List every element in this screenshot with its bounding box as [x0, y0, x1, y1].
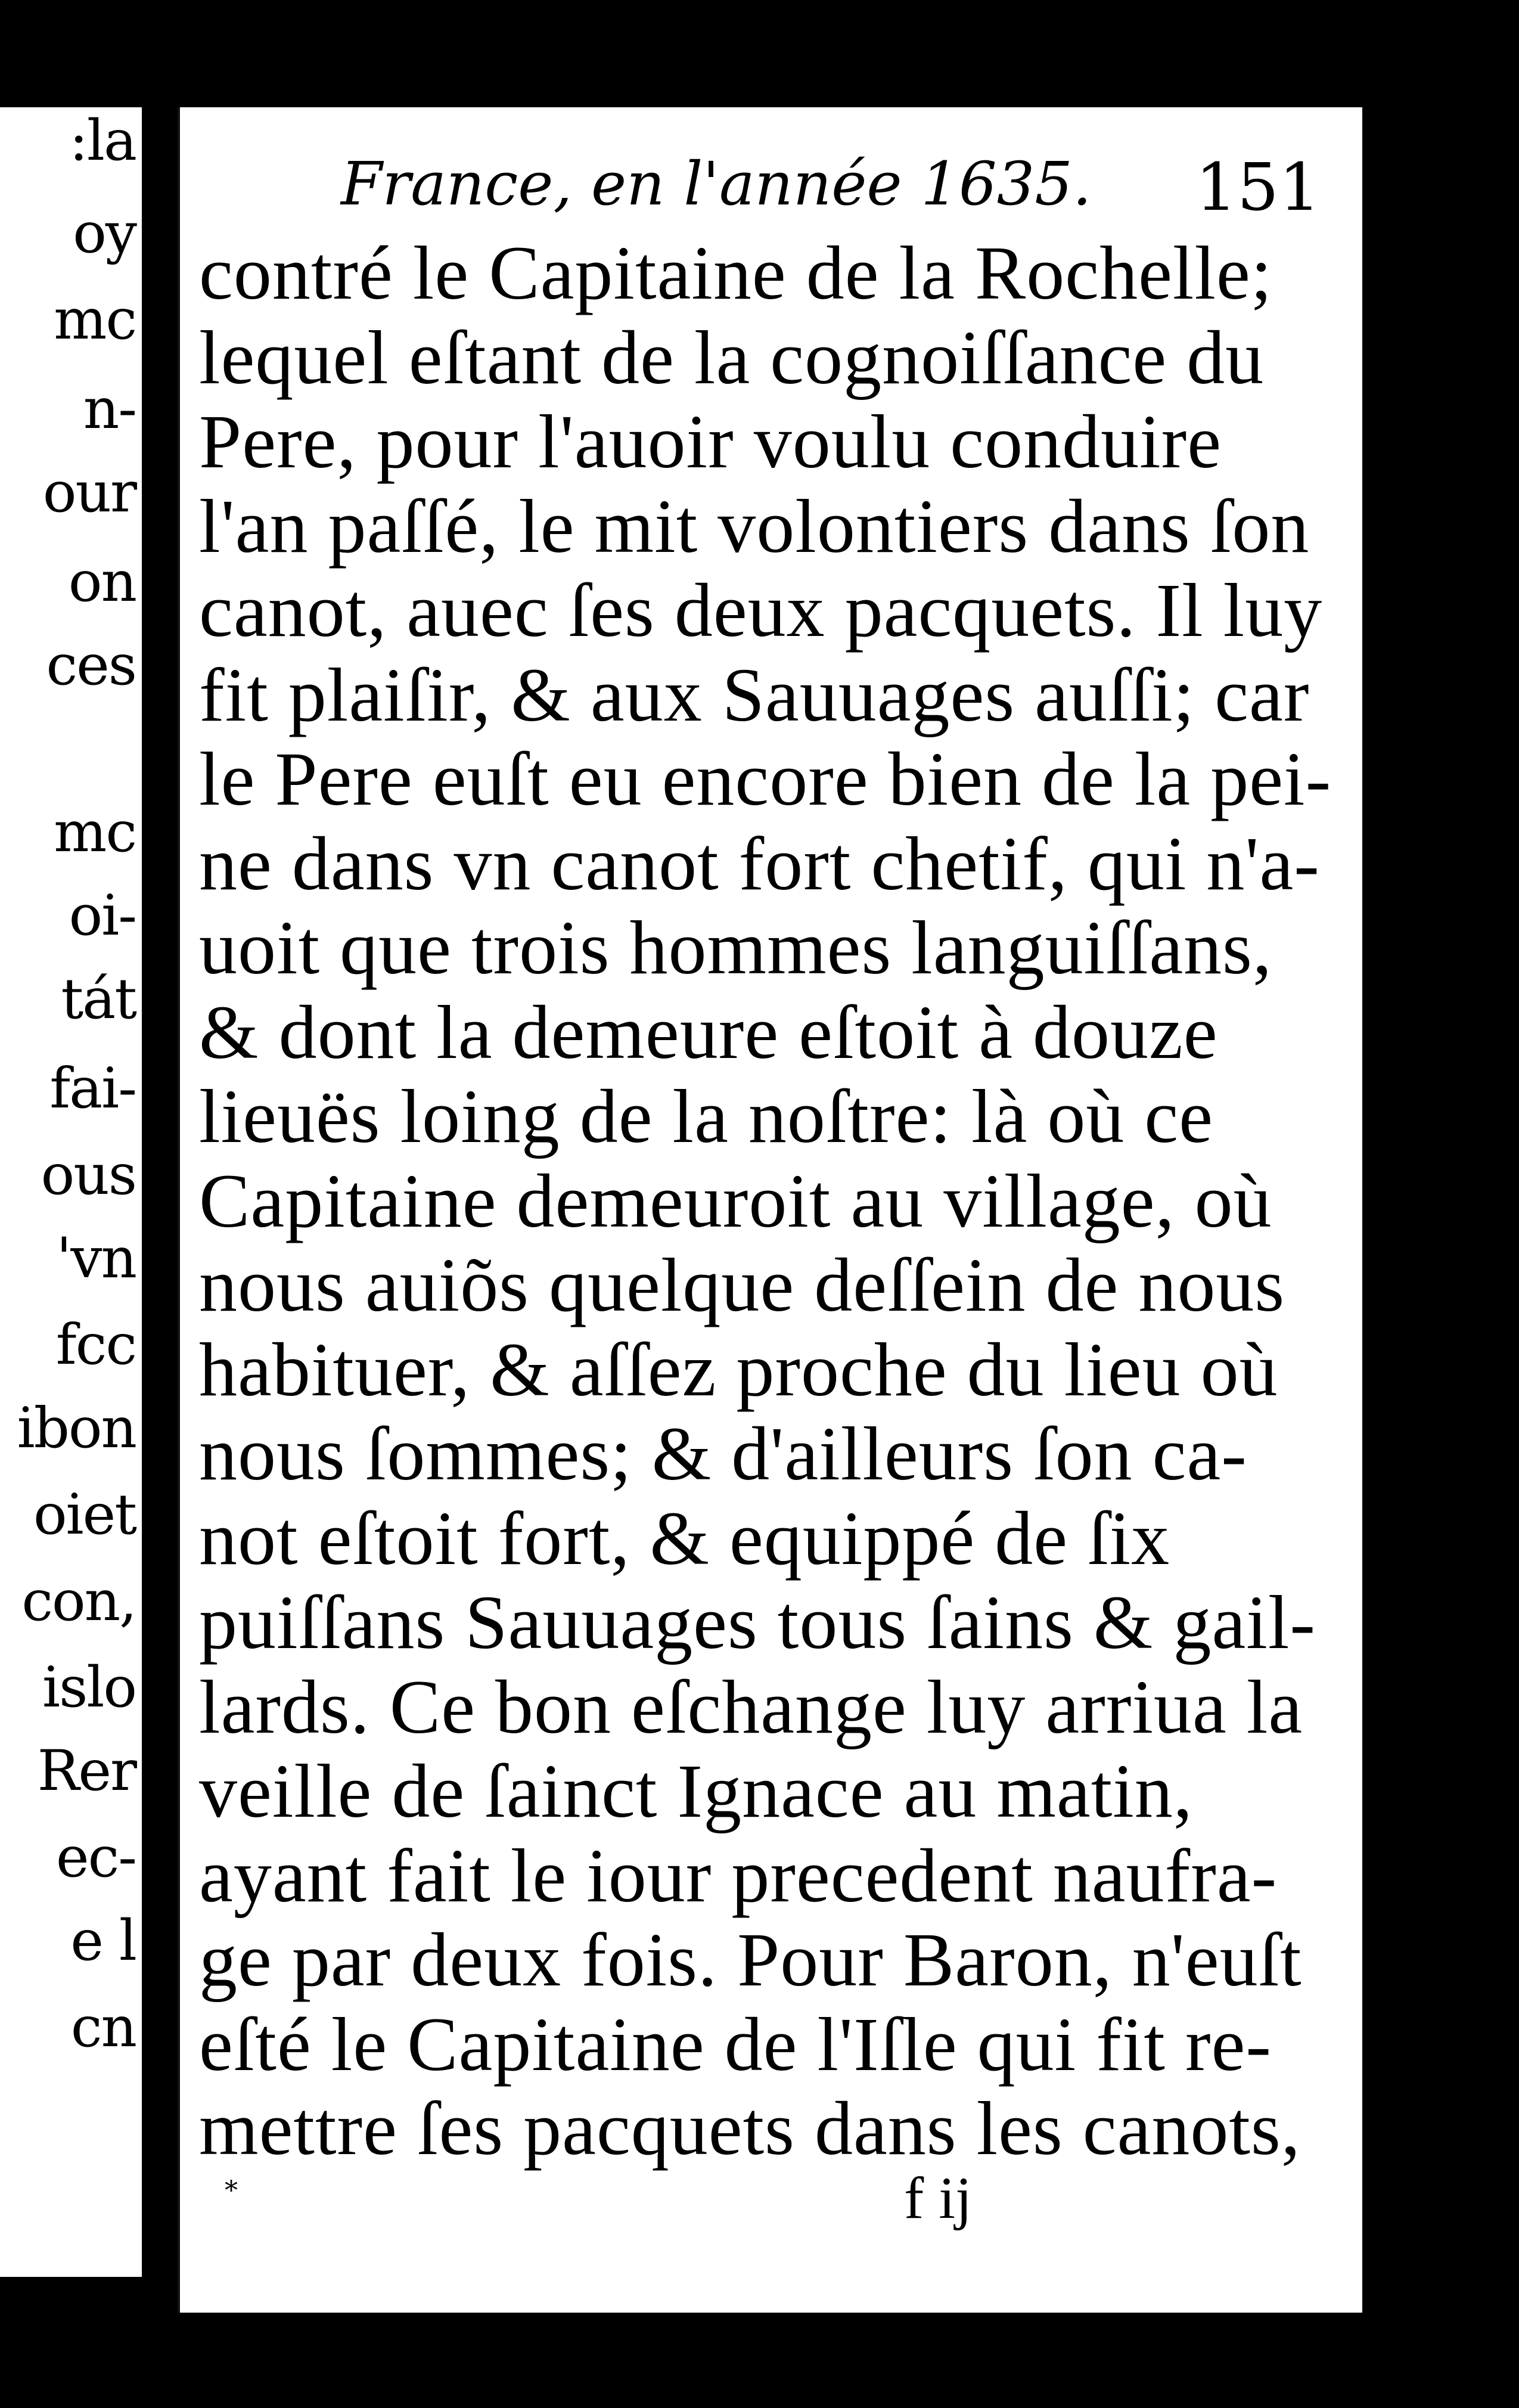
text-line: uoit que trois hommes languiſſans, [199, 905, 1272, 990]
text-line: eſté le Capitaine de l'Iſle qui fit re- [199, 2002, 1272, 2087]
text-line: l'an paſſé, le mit volontiers dans ſon [199, 483, 1310, 569]
facing-page-fragment: ibon [17, 1396, 136, 1461]
facing-page-fragment: ous [41, 1143, 136, 1208]
text-line: fit plaiſir, & aux Sauuages auſſi; car [199, 652, 1310, 737]
facing-page-fragment: con, [21, 1569, 136, 1634]
facing-page-fragment: oiet [33, 1482, 136, 1547]
facing-page-fragment: :la [69, 108, 136, 173]
facing-page-fragment: cn [70, 1995, 136, 2060]
running-head: France, en l'année 1635. [341, 149, 1092, 219]
facing-page-fragment: on [68, 550, 136, 615]
book-page [178, 107, 1362, 2313]
facing-page-fragment: mc [54, 800, 136, 865]
text-line: veille de ſainct Ignace au matin, [199, 1749, 1193, 1833]
text-line: ge par deux fois. Pour Baron, n'euſt [199, 1917, 1302, 2002]
facing-page-fragment: fcc [55, 1312, 136, 1377]
facing-page-fragment: 'vn [56, 1226, 136, 1291]
text-line: ayant fait le iour precedent naufra- [199, 1833, 1278, 1918]
text-line: Capitaine demeuroit au village, où [199, 1158, 1272, 1243]
facing-page-fragment: mc [54, 287, 136, 352]
text-line: Pere, pour l'auoir voulu conduire [199, 399, 1222, 484]
facing-page-fragment: ec- [55, 1825, 136, 1890]
text-line: & dont la demeure eſtoit à douze [199, 989, 1218, 1075]
facing-page-fragment: our [42, 460, 136, 525]
text-line: lequel eſtant de la cognoiſſance du [199, 315, 1265, 400]
text-line: lieuës loing de la noſtre: là où ce [199, 1074, 1213, 1159]
text-line: puiſſans Sauuages tous ſains & gail- [199, 1580, 1316, 1665]
text-line: ne dans vn canot fort chetif, qui n'a- [199, 821, 1320, 906]
text-line: contré le Capitaine de la Rochelle; [199, 231, 1273, 315]
text-line: nous ſommes; & d'ailleurs ſon ca- [199, 1411, 1247, 1496]
page-number: 151 [1195, 149, 1321, 225]
text-line: canot, auec ſes deux pacquets. Il luy [199, 568, 1323, 653]
text-line: mettre ſes pacquets dans les canots, [199, 2086, 1301, 2171]
text-line: habituer, & aſſez proche du lieu où [199, 1327, 1278, 1412]
facing-page-fragment: islo [42, 1655, 136, 1720]
facing-page-fragment: n- [83, 377, 136, 442]
facing-page-fragment: oi- [69, 883, 136, 948]
signature-mark: f ij [904, 2165, 972, 2231]
facing-page-fragment: e l [70, 1909, 136, 1973]
text-line: le Pere euſt eu encore bien de la pei- [199, 737, 1332, 821]
text-line: not eſtoit fort, & equippé de ſix [199, 1495, 1170, 1581]
printer-mark: * [225, 2176, 238, 2206]
text-line: lards. Ce bon eſchange luy arriua la [199, 1664, 1303, 1749]
facing-page-fragment: ces [46, 633, 136, 698]
facing-page-fragment: oy [73, 201, 136, 266]
facing-page-fragment: tát [61, 967, 136, 1032]
body-text [199, 231, 1331, 2171]
facing-page-fragment: Rer [37, 1739, 136, 1804]
text-line: nous auiõs quelque deſſein de nous [199, 1243, 1285, 1327]
facing-page-fragment: fai- [49, 1056, 136, 1121]
facing-page-edge [0, 107, 142, 2277]
